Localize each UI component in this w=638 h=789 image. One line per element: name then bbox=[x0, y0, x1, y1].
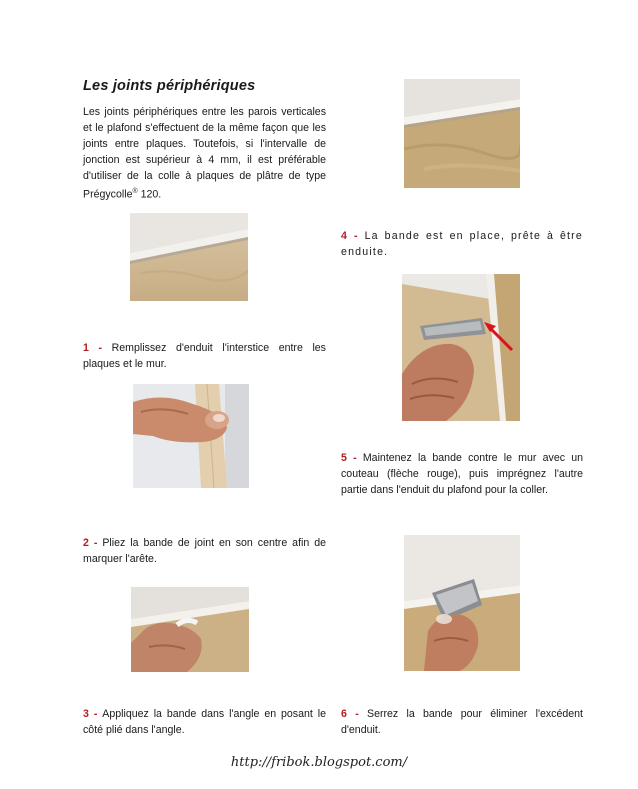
photo-step-1 bbox=[130, 213, 248, 301]
step-text: Appliquez la bande dans l'angle en posant le côté plié dans l'angle. bbox=[83, 708, 326, 736]
step-text: Pliez la bande de joint en son centre afin de marquer l'arête. bbox=[83, 537, 326, 565]
step-number: 4 bbox=[341, 230, 349, 242]
caption-step-6: 6 - Serrez la bande pour éliminer l'excédent d'enduit. bbox=[341, 708, 583, 736]
photo-step-3 bbox=[131, 587, 249, 672]
caption-step-3: 3 - Appliquez la bande dans l'angle en posant le côté plié dans l'angle. bbox=[83, 708, 326, 736]
step-number: 5 bbox=[341, 452, 347, 464]
step-text: Maintenez la bande contre le mur avec un couteau (flèche rouge), puis imprégnez l'autre partie dans l'enduit du plafond pour la coller. bbox=[341, 452, 583, 496]
footer-url: http://fribok.blogspot.com/ bbox=[230, 755, 408, 770]
step-text: Serrez la bande pour éliminer l'excédent d'enduit. bbox=[341, 708, 583, 736]
caption-step-4: 4 - La bande est en place, prête à être enduite. bbox=[341, 230, 584, 258]
photo-step-6 bbox=[404, 535, 520, 671]
caption-step-1: 1 - Remplissez d'enduit l'interstice entre les plaques et le mur. bbox=[83, 342, 326, 370]
caption-step-2: 2 - Pliez la bande de joint en son centre afin de marquer l'arête. bbox=[83, 537, 326, 565]
step-number: 1 bbox=[83, 342, 89, 354]
registered-mark: ® bbox=[132, 188, 138, 195]
intro-tail: 120. bbox=[137, 188, 162, 201]
intro-text: Les joints périphériques entre les parois verticales et le plafond s'effectuent de la même façon que les joints entre plaques. Toutefois, si l'intervalle de jonction est supérieur à 4 mm, il est préférable d'utiliser de la colle à plaques de plâtre de type Prégycolle bbox=[83, 106, 326, 201]
intro-paragraph bbox=[83, 104, 326, 203]
caption-step-5: 5 - Maintenez la bande contre le mur avec un couteau (flèche rouge), puis imprégnez l'autre partie dans l'enduit du plafond pour la coller. bbox=[341, 452, 583, 496]
step-number: 6 bbox=[341, 708, 347, 720]
step-text: La bande est en place, prête à être enduite. bbox=[341, 230, 584, 258]
photo-step-2 bbox=[133, 384, 249, 488]
step-text: Remplissez d'enduit l'interstice entre les plaques et le mur. bbox=[83, 342, 326, 370]
step-number: 2 bbox=[83, 537, 89, 549]
photo-step-4 bbox=[404, 79, 520, 188]
step-number: 3 bbox=[83, 708, 89, 720]
photo-step-5 bbox=[402, 274, 520, 421]
page-title: Les joints périphériques bbox=[83, 78, 256, 94]
